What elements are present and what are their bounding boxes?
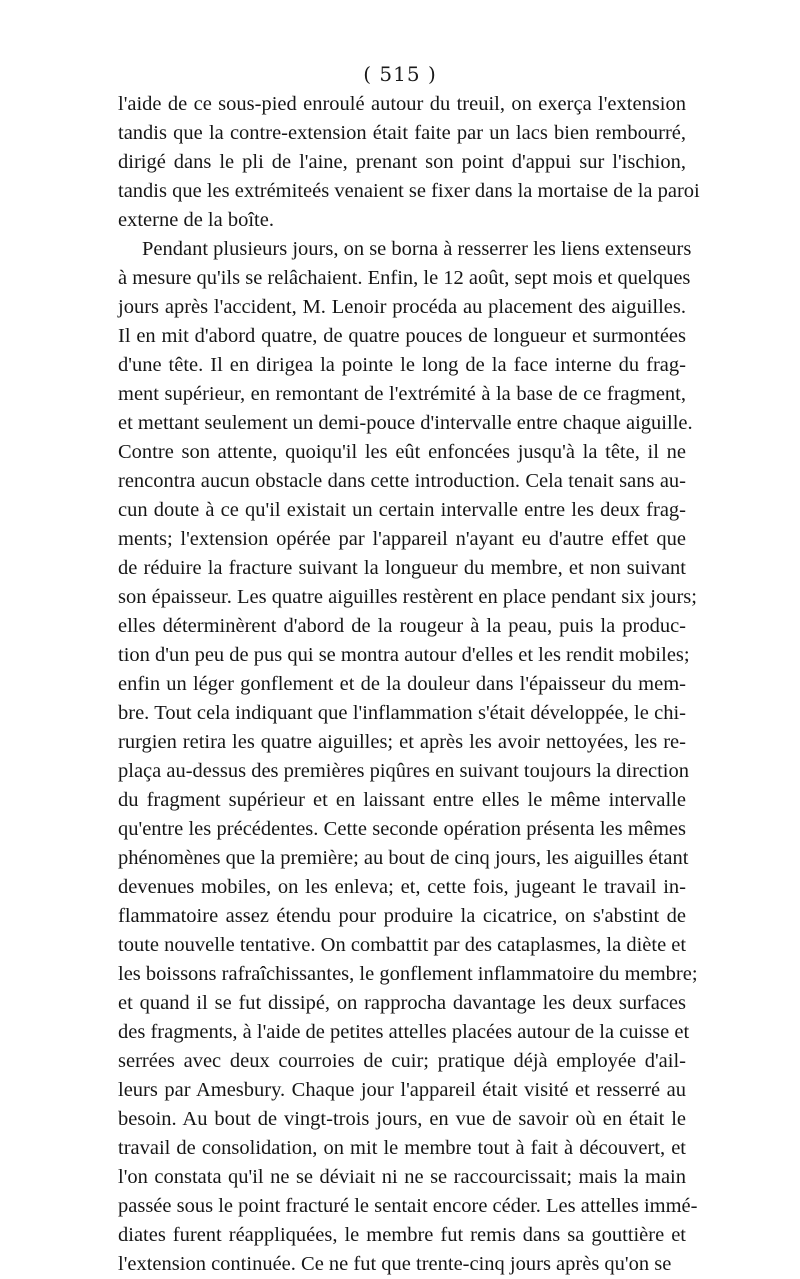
text-line: l'extension continuée. Ce ne fut que trente-cinq jours après qu'on se — [118, 1253, 672, 1275]
text-line: les boissons rafraîchissantes, le gonflement inflammatoire du membre; — [118, 963, 698, 985]
text-line: passée sous le point fracturé le sentait encore céder. Les attelles immé- — [118, 1195, 698, 1217]
text-line: diates furent réappliquées, le membre fut remis dans sa gouttière et — [118, 1224, 686, 1246]
text-line: Il en mit d'abord quatre, de quatre pouces de longueur et surmontées — [118, 325, 686, 347]
text-line: flammatoire assez étendu pour produire la cicatrice, on s'abstint de — [118, 905, 686, 927]
text-line: ment supérieur, en remontant de l'extrémité à la base de ce fragment, — [118, 383, 686, 405]
text-line: plaça au-dessus des premières piqûres en suivant toujours la direction — [118, 760, 689, 782]
text-line: à mesure qu'ils se relâchaient. Enfin, le 12 août, sept mois et quelques — [118, 267, 691, 289]
paragraph — [118, 235, 698, 1279]
text-line: son épaisseur. Les quatre aiguilles restèrent en place pendant six jours; — [118, 586, 697, 608]
text-line: rencontra aucun obstacle dans cette introduction. Cela tenait sans au- — [118, 470, 686, 492]
text-line: enfin un léger gonflement et de la douleur dans l'épaisseur du mem- — [118, 673, 686, 695]
text-line: travail de consolidation, on mit le membre tout à fait à découvert, et — [118, 1137, 686, 1159]
text-line: ments; l'extension opérée par l'appareil n'ayant eu d'autre effet que — [118, 528, 686, 550]
text-line: toute nouvelle tentative. On combattit par des cataplasmes, la diète et — [118, 934, 687, 956]
text-line: cun doute à ce qu'il existait un certain intervalle entre les deux frag- — [118, 499, 686, 521]
text-line: qu'entre les précédentes. Cette seconde opération présenta les mêmes — [118, 818, 686, 840]
text-line: du fragment supérieur et en laissant entre elles le même intervalle — [118, 789, 686, 811]
text-line: besoin. Au bout de vingt-trois jours, en vue de savoir où en était le — [118, 1108, 686, 1130]
text-line: de réduire la fracture suivant la longueur du membre, et non suivant — [118, 557, 686, 579]
page-number: ( 515 ) — [363, 62, 437, 86]
text-line: Pendant plusieurs jours, on se borna à resserrer les liens extenseurs — [142, 238, 692, 260]
text-line: d'une tête. Il en dirigea la pointe le long de la face interne du frag- — [118, 354, 686, 376]
text-line: leurs par Amesbury. Chaque jour l'appareil était visité et resserré au — [118, 1079, 686, 1101]
text-line: dirigé dans le pli de l'aine, prenant son point d'appui sur l'ischion, — [118, 151, 686, 173]
text-line: Contre son attente, quoiqu'il les eût enfoncées jusqu'à la tête, il ne — [118, 441, 686, 463]
text-line: elles déterminèrent d'abord de la rougeur à la peau, puis la produc- — [118, 615, 686, 637]
text-line: externe de la boîte. — [118, 209, 274, 231]
text-line: l'aide de ce sous-pied enroulé autour du treuil, on exerça l'extension — [118, 93, 686, 115]
text-line: des fragments, à l'aide de petites attelles placées autour de la cuisse et — [118, 1021, 690, 1043]
text-line: tion d'un peu de pus qui se montra autour d'elles et les rendit mobiles; — [118, 644, 690, 666]
text-line: phénomènes que la première; au bout de cinq jours, les aiguilles étant — [118, 847, 689, 869]
text-line: et mettant seulement un demi-pouce d'intervalle entre chaque aiguille. — [118, 412, 693, 434]
text-line: l'on constata qu'il ne se déviait ni ne se raccourcissait; mais la main — [118, 1166, 686, 1188]
paragraph — [118, 90, 700, 235]
text-line: et quand il se fut dissipé, on rapprocha davantage les deux surfaces — [118, 992, 686, 1014]
body-text — [118, 90, 700, 1279]
text-line: bre. Tout cela indiquant que l'inflammation s'était développée, le chi- — [118, 702, 686, 724]
text-line: tandis que les extrémiteés venaient se fixer dans la mortaise de la paroi — [118, 180, 700, 202]
text-line: serrées avec deux courroies de cuir; pratique déjà employée d'ail- — [118, 1050, 686, 1072]
text-line: devenues mobiles, on les enleva; et, cette fois, jugeant le travail in- — [118, 876, 686, 898]
text-line: tandis que la contre-extension était faite par un lacs bien rembourré, — [118, 122, 686, 144]
text-line: rurgien retira les quatre aiguilles; et après les avoir nettoyées, les re- — [118, 731, 686, 753]
text-line: jours après l'accident, M. Lenoir procéda au placement des aiguilles. — [118, 296, 686, 318]
